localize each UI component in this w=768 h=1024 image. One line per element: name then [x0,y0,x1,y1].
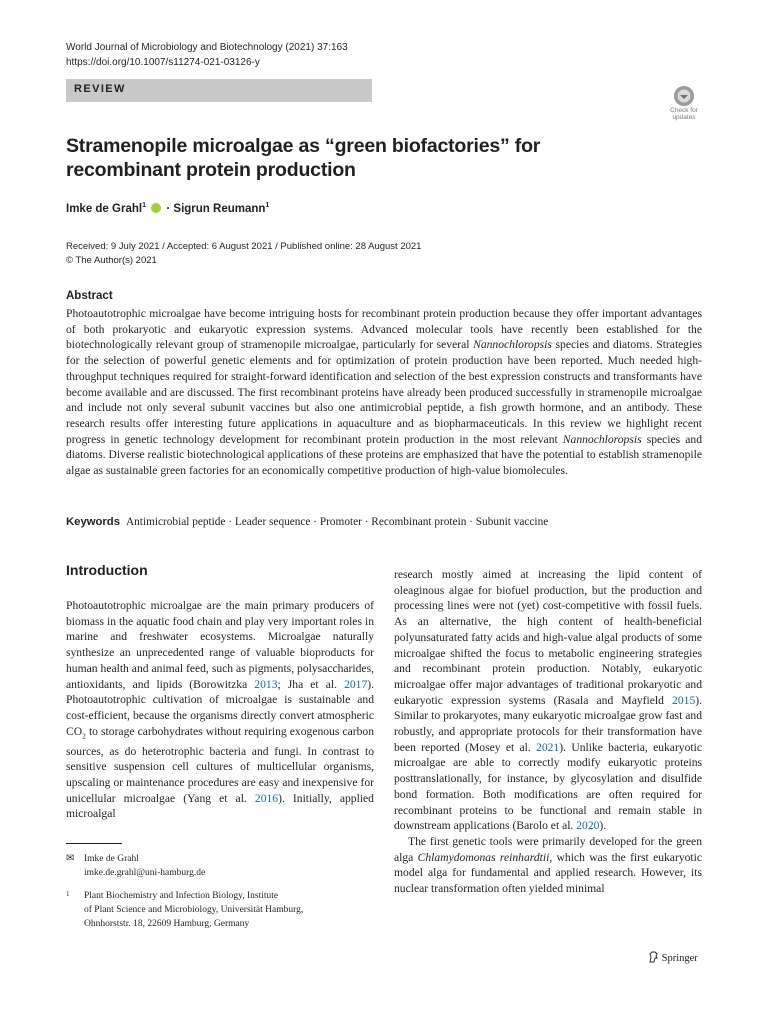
author-name[interactable]: Sigrun Reumann [173,202,266,215]
body-text: ). Initially, applied microalgal [66,791,374,821]
affiliation-line: of Plant Science and Microbiology, Universität Hamburg, [84,905,304,915]
abstract-heading: Abstract [66,290,113,302]
article-title: Stramenopile microalgae as “green biofactories” for recombinant protein production [66,135,541,181]
affiliation-line: Ohnhorststr. 18, 22609 Hamburg, Germany [84,919,250,929]
species-name: Chlamydomonas reinhardtii [417,850,550,864]
badge-text-2: updates [672,114,696,121]
corresponding-author-name: Imke de Grahl [84,854,139,864]
orcid-icon[interactable] [151,203,161,213]
keywords-label: Keywords [66,516,120,528]
affiliation-number: 1 [66,890,70,898]
genus-name: Nannochloropsis [562,432,642,446]
paragraph [394,834,702,897]
affiliation-marker: 1 [142,202,146,209]
badge-text-1: Check for [670,107,698,114]
journal-header [66,40,348,70]
citation-link[interactable]: 2021 [536,740,560,754]
body-column-right [394,567,702,897]
abstract-text-part: species and diatoms. Strategies for the selection of powerful genetic elements and for optimization of protein production have been reported. Much needed high-throughput techniques required for straight-forward identification and selection of the best expression constructs and transformants have become available and are discussed. The first recombinant proteins have already been produced successfully in stramenopile microalgae and include not only several subunit vaccines but also one antimicrobial peptide, a fish growth hormone, and an antibody. These research results offer interesting future applications in aquaculture and as biopharmaceuticals. In this review we highlight recent progress in genetic technology development for recombinant protein production in the most relevant [66,338,702,446]
body-text: to storage carbohydrates without requiring exogenous carbon sources, as do heterotrophic bacteria and fungi. In contrast to sensitive suspension cell cultures of multicellular organisms, upscaling or maintenance procedures are easy and inexpensive for unicellular microalgae (Yang et al. [66,724,374,805]
subscript: 2 [82,730,86,740]
email-link[interactable]: imke.de.grahl@uni-hamburg.de [84,868,206,878]
body-text: The first genetic tools were primarily developed for the green alga [394,834,702,864]
affiliation-line: Plant Biochemistry and Infection Biology, Institute [84,891,279,901]
abstract-text [66,306,702,479]
check-for-updates-badge[interactable] [664,85,704,125]
journal-citation: World Journal of Microbiology and Biotechnology (2021) 37:163 [66,42,348,53]
publisher-logo [648,951,698,964]
doi-link[interactable]: https://doi.org/10.1007/s11274-021-03126-y [66,57,260,68]
body-text: research mostly aimed at increasing the lipid content of oleaginous algae for biofuel production, but the production and processing lines were not (yet) cost-competitive with fossil fuels. As an alternative, the high content of health-beneficial polyunsaturated fatty acids and high-value algal products of some microalgae shifted the focus to metabolic engineering strategies and recombinant protein production. Notably, eukaryotic microalgae offer major advantages of traditional prokaryotic and eukaryotic expression systems (Rasala and Mayfield [394,568,702,707]
section-heading-introduction: Introduction [66,562,148,578]
citation-link[interactable]: 2013 [254,677,278,691]
keywords-line [66,516,548,528]
footnote-divider [66,843,122,844]
springer-horse-icon [648,951,659,963]
publisher-name: Springer [661,953,698,964]
citation-link[interactable]: 2016 [254,791,279,805]
abstract-text-part: Photoautotrophic microalgae have become intriguing hosts for recombinant protein production because they offer important advantages of both prokaryotic and eukaryotic expression systems. Advanced molecular tools have recently been established for the biotechnologically relevant group of stramenopile microalgae, particularly for several [66,307,702,352]
paragraph [394,567,702,834]
envelope-icon: ✉ [66,853,75,864]
section-label: REVIEW [74,83,126,95]
affiliation-marker: 1 [265,202,270,209]
body-text: ). Unlike bacteria, eukaryotic microalgae are able to correctly modify eukaryotic proteins posttranslationally, for instance, by glycosylation and disulfide bond formation. Both modifications are often required for recombinant proteins to be functional and remain stable in downstream applications (Barolo et al. [394,740,702,833]
body-text: ). [599,819,607,833]
genus-name: Nannochloropsis [473,338,552,352]
check-updates-icon [673,85,695,107]
citation-link[interactable]: 2015 [672,693,696,707]
body-column-left [66,598,374,822]
body-text: ). Photoautotrophic cultivation of microalgae is sustainable and cost-efficient, because the organisms directly convert atmospheric CO [66,677,375,738]
body-text: , which was the first eukaryotic model alga for fundamental and applied research. However, its nuclear transformation often yielded minimal [394,850,702,896]
author-name[interactable]: Imke de Grahl [66,202,143,215]
section-banner [66,79,372,102]
keywords-list: Antimicrobial peptide · Leader sequence · Promoter · Recombinant protein · Subunit vaccine [126,516,549,528]
body-text: Photoautotrophic microalgae are the main primary producers of biomass in the aquatic food chain and play very important roles in marine and freshwater ecosystems. Microalgae naturally synthesize an unprecedented range of valuable bioproducts for human health and animal feed, such as pigments, polysaccharides, antioxidants, and lipids (Borowitzka [66,599,374,691]
citation-link[interactable]: 2020 [576,819,600,833]
history-dates: Received: 9 July 2021 / Accepted: 6 August 2021 / Published online: 28 August 2021 [66,241,422,252]
abstract-text-part: species and diatoms. Diverse realistic biotechnological applications of these proteins are emphasized that have the potential to establish stramenopile algae as sustainable green factories for an economically competitive production of high-value biomolecules. [66,432,702,478]
author-separator: · [166,202,174,215]
author-list [66,202,269,215]
publication-dates [66,240,421,267]
citation-link[interactable]: 2017 [344,677,368,691]
copyright-notice: © The Author(s) 2021 [66,254,157,266]
body-text: ; Jha et al. [277,677,345,691]
body-text: ). Similar to prokaryotes, many eukaryotic microalgae grow fast and robustly, and appropriate protocols for their transformation have been reported (Mosey et al. [394,693,702,754]
